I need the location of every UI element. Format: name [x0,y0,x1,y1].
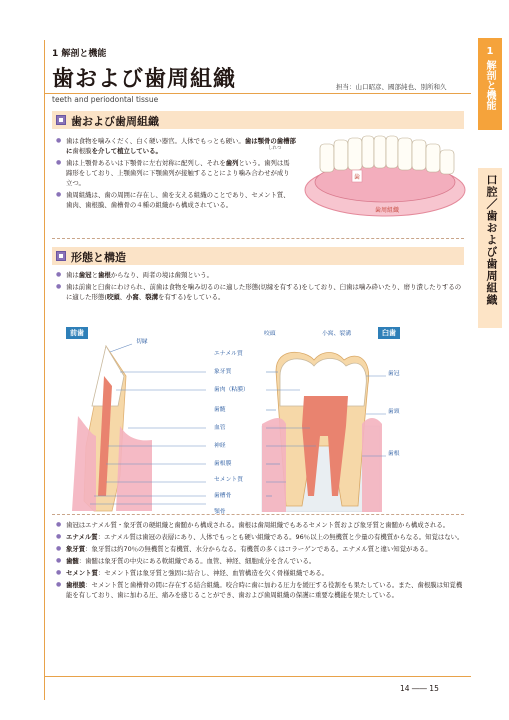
tooth-diagram [66,336,408,512]
bullet-keyword: 歯髄 [66,557,79,565]
page-title: 歯および歯周組織 [52,67,237,92]
arch-label-tooth: 歯 [353,174,361,181]
heading-square-icon [56,115,66,125]
bullet-item [56,532,466,542]
side-tab-topic [478,168,502,328]
label-1: 象牙質 [214,369,232,375]
label-3: 歯髄 [214,407,226,413]
bullet-item [56,136,296,156]
tooth-cross-section-figure [66,322,408,515]
bullet-text: ：歯髄は象牙質の中央にある軟組織である。血管、神経、細胞成分を含んでいる。 [78,557,316,565]
bullet-keyword: 歯根 [97,271,111,279]
bullet-keyword: 小窩 [126,293,139,301]
heading-square-icon [56,251,66,261]
bullet-text: 、 [138,293,146,301]
label-7: セメント質 [214,477,243,483]
label-crown: 歯冠 [388,371,400,377]
bullet-item [56,158,296,188]
bullet-text: 、 [119,293,127,301]
bullet-text: ：象牙質は約70％の無機質と有機質、水分からなる。有機質の多くはコラーゲンである。エナメル質と違い知覚がある。 [85,545,432,553]
label-6: 歯根膜 [214,461,232,467]
bullet-keyword: エナメル質 [66,533,98,541]
bullet-keyword: 咬頭 [106,293,120,301]
bullet-keyword: 歯は顎骨の歯槽部に [66,137,296,155]
side-tab-chapter [478,38,502,130]
section2-bullets [56,270,466,304]
label-5: 神経 [214,443,226,449]
bullet-item [56,520,466,530]
bullet-text: を有する)をしている。 [157,293,225,301]
label-9: 顎骨 [214,509,226,515]
label-cusp: 咬頭 [264,331,276,337]
bullet-item [56,568,466,578]
bullet-text: 歯は [66,271,79,279]
english-subtitle: teeth and periodontal tissue [52,95,159,104]
bullet-text: ：セメント質と歯槽骨の間に存在する結合組織。咬合時に歯に加わる圧力を緩圧する役割をも果たしている。また、歯根膜は知覚機能を有しており、歯に加わる圧、痛みを感じることができ、歯および歯周組織の保護に重要な機能を果たしている。 [66,581,463,599]
title-divider [44,93,471,94]
arch-label-perio: 歯周組織 [375,207,400,214]
label-0: エナメル質 [214,351,243,357]
section-heading-structure [52,247,464,265]
bullet-item [56,580,466,600]
section-label: 1 解剖と機能 [52,49,107,59]
bullet-text: 歯冠はエナメル質・象牙質の硬組織と歯髄から構成される。歯根は歯周組織でもあるセメント質および象牙質と歯髄から構成される。 [66,521,450,529]
bullet-text: 歯は前歯と臼歯にわけられ、前歯は食物を噛み切るのに適した形態(切縁を有する)をしており、臼歯は噛み砕いたり、磨り潰したりするのに適した形態( [66,283,462,301]
label-neck: 歯頸 [388,409,400,415]
bullet-text: 歯は上顎骨あるいは下顎骨に左右対称に配列し、それを [66,159,226,167]
dental-arch-image [300,128,470,218]
bullet-text: 歯根膜 [72,147,92,155]
tag-front-teeth: 前歯 [66,327,88,339]
ruby-text: しれつ [268,146,282,151]
section-divider [52,238,464,239]
label-incisal-edge: 切縁 [136,339,148,345]
section-heading-text: 形態と構造 [71,251,126,264]
section-heading-text: 歯および歯周組織 [71,115,159,128]
section-divider [52,514,464,515]
footer-divider [44,676,471,677]
bullet-text: という。歯列は馬蹄形をしており、上顎歯列に下顎歯列が接触することにより噛み合わせが成り立つ。 [66,159,290,187]
bullet-item [56,270,466,280]
side-tab-number: 1 [486,46,494,57]
section-heading-teeth [52,111,464,129]
tag-molar: 臼歯 [378,327,400,339]
bullet-item [56,190,296,210]
bullet-keyword: 歯冠 [78,271,92,279]
label-8: 歯槽骨 [214,493,232,499]
bullet-text: と [91,271,98,279]
bullet-text: 歯周組織は、歯の周囲に存在し、歯を支える組織のことであり、セメント質、歯肉、歯根膜、歯槽骨の４種の組織から構成されている。 [66,191,290,209]
label-4: 血管 [214,425,226,431]
bullet-keyword: セメント質 [66,569,98,577]
bullet-item [56,282,466,302]
side-tab-label: 解剖と機能 [484,60,495,110]
bullet-text: ：エナメル質は歯冠の表層にあり、人体でもっとも硬い組織である。96％以上の無機質と少量の有機質からなる。知覚はない。 [97,533,464,541]
bullet-item [56,556,466,566]
bullet-text: からなり、両者の境は歯頸という。 [110,271,213,279]
page-number: 14 ―― 15 [400,684,439,693]
bullet-keyword: 裂溝 [145,293,158,301]
label-root: 歯根 [388,451,400,457]
section3-bullets [56,520,466,602]
bullet-item [56,544,466,554]
bullet-text: ：セメント質は象牙質と強固に結合し、神経、血管構造を欠く骨様組織である。 [97,569,329,577]
bullet-text: 歯は食物を噛みくだく、白く硬い器官。人体でもっとも硬い。 [66,137,245,145]
authors: 担当：山口昭彦、國部純也、別所和久 [336,83,447,91]
label-2: 歯肉（粘膜） [214,387,249,393]
section1-bullets [56,136,296,212]
bullet-keyword: 歯根膜 [66,581,86,589]
side-tab-topic-label: 口腔／歯および歯周組織 [485,174,498,306]
bullet-keyword: 歯列 [225,159,239,167]
bullet-keyword: を介して植立している。 [91,147,162,155]
bullet-keyword: 象牙質 [66,545,86,553]
label-fossa-fissure: 小窩、裂溝 [322,331,351,337]
